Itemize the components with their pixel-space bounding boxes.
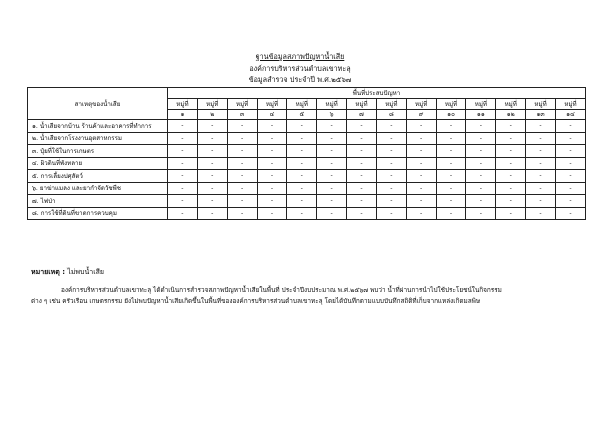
cause-cell: ๔. ผิวดินที่พังทลาย [28, 157, 168, 170]
value-cell: - [317, 145, 347, 158]
cause-cell: ๖. ยาฆ่าแมลง และยากำจัดวัชพืช [28, 182, 168, 195]
value-cell: - [257, 132, 287, 145]
value-cell: - [526, 120, 556, 133]
value-cell: - [227, 195, 257, 208]
value-cell: - [347, 170, 377, 183]
value-cell: - [406, 145, 436, 158]
value-cell: - [168, 120, 198, 133]
value-cell: - [406, 120, 436, 133]
value-cell: - [257, 145, 287, 158]
value-cell: - [287, 170, 317, 183]
village-number: ๘ [376, 110, 406, 120]
value-cell: - [347, 207, 377, 220]
value-cell: - [347, 182, 377, 195]
value-cell: - [526, 145, 556, 158]
value-cell: - [466, 145, 496, 158]
value-cell: - [555, 195, 585, 208]
value-cell: - [466, 207, 496, 220]
note-value: ไม่พบน้ำเสีย [67, 268, 104, 276]
value-cell: - [257, 207, 287, 220]
value-cell: - [317, 120, 347, 133]
document-title [0, 51, 600, 86]
village-number: ๕ [287, 110, 317, 120]
value-cell: - [406, 132, 436, 145]
value-cell: - [406, 170, 436, 183]
table-row [28, 157, 586, 170]
village-number: ๔ [257, 110, 287, 120]
village-label: หมู่ที่ [168, 99, 198, 110]
table-row [28, 170, 586, 183]
village-number: ๑๐ [436, 110, 466, 120]
value-cell: - [496, 145, 526, 158]
value-cell: - [376, 207, 406, 220]
value-cell: - [168, 195, 198, 208]
village-label: หมู่ที่ [436, 99, 466, 110]
value-cell: - [227, 157, 257, 170]
value-cell: - [466, 182, 496, 195]
value-cell: - [436, 195, 466, 208]
table-row [28, 132, 586, 145]
cause-cell: ๘. การใช้ที่ดินที่ขาดการควบคุม [28, 207, 168, 220]
value-cell: - [287, 195, 317, 208]
value-cell: - [168, 157, 198, 170]
table-body [28, 120, 586, 220]
village-label: หมู่ที่ [257, 99, 287, 110]
note-paragraph-line-1: องค์การบริหารส่วนตำบลเขาทะลุ ได้ดำเนินการสำรวจสภาพปัญหาน้ำเสียในพื้นที่ ประจำปีงบประมาณ พ.ศ.๒๕๖๗ พบว่า น้ำที่ผ่านการนำไปใช้ประโยชน์ในกิจกรรม [61, 286, 502, 294]
village-number: ๓ [227, 110, 257, 120]
value-cell: - [555, 157, 585, 170]
village-label: หมู่ที่ [317, 99, 347, 110]
village-label: หมู่ที่ [197, 99, 227, 110]
village-label: หมู่ที่ [496, 99, 526, 110]
village-label: หมู่ที่ [287, 99, 317, 110]
value-cell: - [555, 182, 585, 195]
value-cell: - [555, 120, 585, 133]
value-cell: - [526, 132, 556, 145]
value-cell: - [496, 195, 526, 208]
value-cell: - [197, 132, 227, 145]
value-cell: - [197, 120, 227, 133]
village-number: ๑ [168, 110, 198, 120]
value-cell: - [496, 157, 526, 170]
value-cell: - [466, 120, 496, 133]
village-number: ๗ [347, 110, 377, 120]
value-cell: - [376, 195, 406, 208]
value-cell: - [406, 207, 436, 220]
value-cell: - [168, 132, 198, 145]
note-heading [31, 267, 104, 278]
title-line-2: องค์การบริหารส่วนตำบลเขาทะลุ [249, 63, 351, 73]
value-cell: - [227, 207, 257, 220]
village-number: ๑๑ [466, 110, 496, 120]
village-label: หมู่ที่ [555, 99, 585, 110]
value-cell: - [347, 195, 377, 208]
value-cell: - [466, 132, 496, 145]
note-label: หมายเหตุ : [31, 268, 66, 276]
value-cell: - [287, 132, 317, 145]
value-cell: - [197, 207, 227, 220]
value-cell: - [317, 182, 347, 195]
cause-cell: ๗. ไฟป่า [28, 195, 168, 208]
value-cell: - [347, 120, 377, 133]
value-cell: - [168, 182, 198, 195]
value-cell: - [406, 182, 436, 195]
value-cell: - [317, 170, 347, 183]
value-cell: - [317, 207, 347, 220]
value-cell: - [376, 182, 406, 195]
cause-cell: ๑. น้ำเสียจากบ้าน ร้านค้าและอาคารที่ทำการ [28, 120, 168, 133]
title-line-3: ข้อมูลสำรวจ ประจำปี พ.ศ.๒๕๖๗ [248, 75, 352, 84]
table-row [28, 120, 586, 133]
value-cell: - [257, 195, 287, 208]
village-number: ๒ [197, 110, 227, 120]
value-cell: - [347, 132, 377, 145]
cause-cell: ๒. น้ำเสียจากโรงงานอุตสาหกรรม [28, 132, 168, 145]
value-cell: - [496, 182, 526, 195]
value-cell: - [317, 195, 347, 208]
value-cell: - [466, 195, 496, 208]
note-paragraph-line-2: ต่าง ๆ เช่น ครัวเรือน เกษตรกรรม ยังไม่พบปัญหาน้ำเสียเกิดขึ้นในพื้นที่ขององค์การบริหารส่วนตำบลเขาทะลุ โดยได้บันทึกตามแบบบันทึกสถิติที่เก็บจากแหล่งเกิดมลพิษ [31, 297, 481, 305]
value-cell: - [257, 120, 287, 133]
value-cell: - [436, 120, 466, 133]
value-cell: - [376, 132, 406, 145]
value-cell: - [376, 120, 406, 133]
value-cell: - [287, 145, 317, 158]
value-cell: - [406, 157, 436, 170]
value-cell: - [496, 170, 526, 183]
value-cell: - [227, 145, 257, 158]
cause-cell: ๓. ปุ๋ยที่ใช้ในการเกษตร [28, 145, 168, 158]
value-cell: - [317, 132, 347, 145]
value-cell: - [317, 157, 347, 170]
note-paragraph [31, 285, 551, 307]
title-line-1: ฐานข้อมูลสภาพปัญหาน้ำเสีย [255, 52, 345, 61]
value-cell: - [496, 120, 526, 133]
value-cell: - [287, 120, 317, 133]
value-cell: - [287, 207, 317, 220]
value-cell: - [526, 170, 556, 183]
value-cell: - [287, 157, 317, 170]
value-cell: - [287, 182, 317, 195]
value-cell: - [197, 170, 227, 183]
value-cell: - [436, 132, 466, 145]
value-cell: - [555, 132, 585, 145]
village-number: ๙ [406, 110, 436, 120]
value-cell: - [436, 207, 466, 220]
value-cell: - [526, 207, 556, 220]
table-row [28, 195, 586, 208]
cause-cell: ๕. การเลี้ยงปศุสัตว์ [28, 170, 168, 183]
table-row [28, 182, 586, 195]
value-cell: - [197, 145, 227, 158]
value-cell: - [376, 157, 406, 170]
value-cell: - [257, 182, 287, 195]
value-cell: - [227, 182, 257, 195]
value-cell: - [526, 157, 556, 170]
value-cell: - [436, 157, 466, 170]
value-cell: - [496, 207, 526, 220]
value-cell: - [227, 132, 257, 145]
village-label: หมู่ที่ [376, 99, 406, 110]
value-cell: - [168, 145, 198, 158]
value-cell: - [227, 120, 257, 133]
village-label: หมู่ที่ [526, 99, 556, 110]
table-row [28, 207, 586, 220]
value-cell: - [466, 157, 496, 170]
village-number: ๑๓ [526, 110, 556, 120]
value-cell: - [347, 145, 377, 158]
village-number: ๑๔ [555, 110, 585, 120]
value-cell: - [436, 182, 466, 195]
value-cell: - [197, 157, 227, 170]
value-cell: - [257, 157, 287, 170]
value-cell: - [466, 170, 496, 183]
village-label: หมู่ที่ [466, 99, 496, 110]
village-number: ๖ [317, 110, 347, 120]
value-cell: - [555, 145, 585, 158]
value-cell: - [168, 207, 198, 220]
value-cell: - [376, 145, 406, 158]
value-cell: - [227, 170, 257, 183]
value-cell: - [197, 182, 227, 195]
village-label: หมู่ที่ [347, 99, 377, 110]
cause-column-header: สาเหตุของน้ำเสีย [28, 88, 168, 120]
value-cell: - [168, 170, 198, 183]
value-cell: - [555, 170, 585, 183]
table-row [28, 145, 586, 158]
value-cell: - [406, 195, 436, 208]
problem-area-header: พื้นที่ประสบปัญหา [168, 88, 586, 99]
value-cell: - [257, 170, 287, 183]
value-cell: - [526, 195, 556, 208]
village-label: หมู่ที่ [227, 99, 257, 110]
value-cell: - [555, 207, 585, 220]
value-cell: - [197, 195, 227, 208]
village-label: หมู่ที่ [406, 99, 436, 110]
value-cell: - [526, 182, 556, 195]
village-number: ๑๒ [496, 110, 526, 120]
value-cell: - [347, 157, 377, 170]
water-pollution-table [27, 87, 586, 220]
value-cell: - [376, 170, 406, 183]
value-cell: - [496, 132, 526, 145]
value-cell: - [436, 170, 466, 183]
value-cell: - [436, 145, 466, 158]
